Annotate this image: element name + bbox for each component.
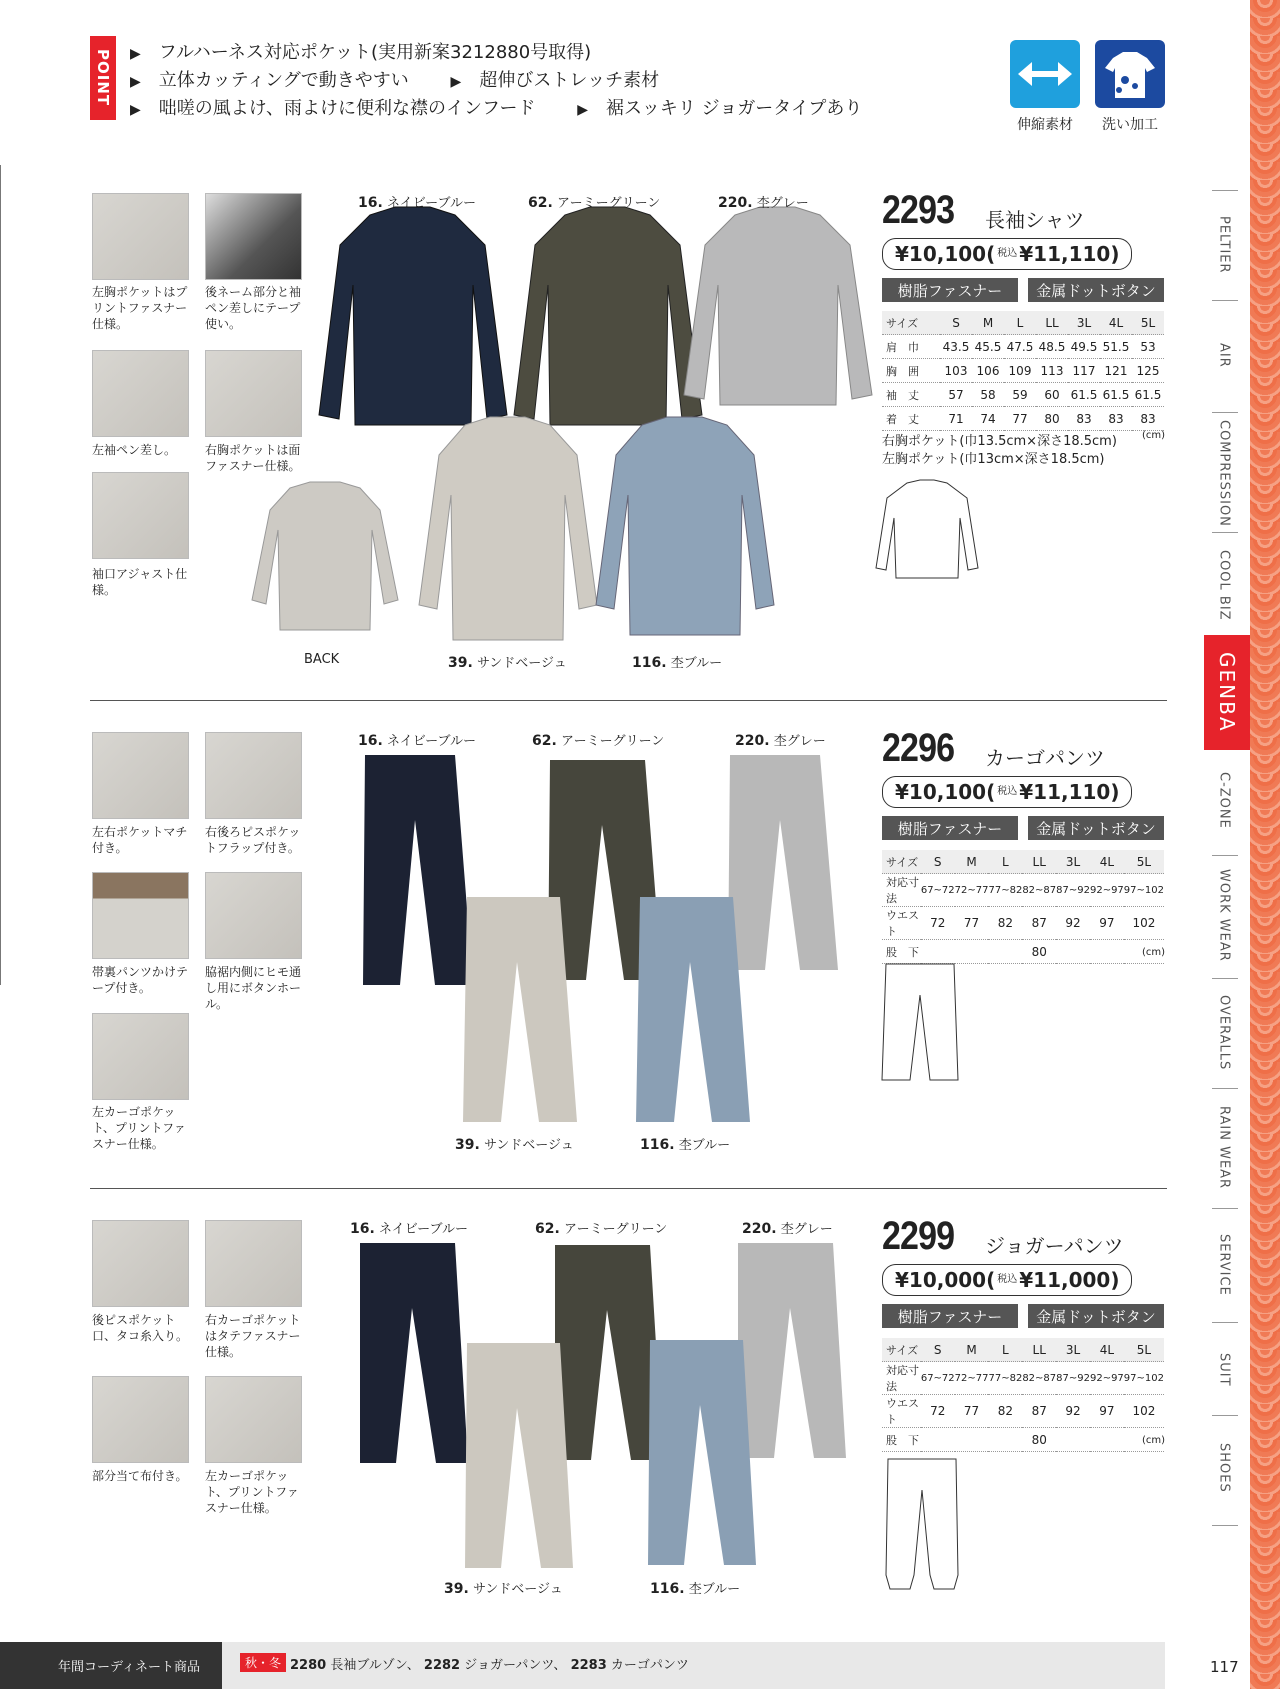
size-cell: 97 bbox=[1090, 1395, 1124, 1428]
price-with-tax: ¥11,110 bbox=[1019, 242, 1111, 266]
size-cell: 67~72 bbox=[921, 1362, 955, 1395]
detail-photo-waistband bbox=[92, 872, 189, 959]
size-cell: 肩 巾 bbox=[882, 335, 940, 359]
spec-tag: 樹脂ファスナー bbox=[882, 278, 1018, 302]
nav-item-work-wear[interactable]: WORK WEAR bbox=[1216, 868, 1232, 962]
size-cell: 106 bbox=[972, 359, 1004, 383]
size-cell: 72 bbox=[921, 1395, 955, 1428]
nav-separator bbox=[1212, 300, 1238, 301]
detail-caption: 帯裏パンツかけテープ付き。 bbox=[92, 965, 189, 995]
size-cell: 80 bbox=[1036, 407, 1068, 431]
point-line-2: ▶ 立体カッティングで動きやすい ▶ 超伸びストレッチ素材 bbox=[130, 70, 660, 91]
detail-photo-hem bbox=[205, 872, 302, 959]
color-label-navy bbox=[350, 1218, 468, 1237]
detail-caption: 部分当て布付き。 bbox=[92, 1469, 188, 1483]
size-cell: 92 bbox=[1056, 907, 1090, 940]
nav-separator bbox=[1212, 1525, 1238, 1526]
tax-label: 税込 bbox=[997, 786, 1018, 797]
color-name: アーミーグリーン bbox=[556, 196, 661, 211]
size-cell: ウエスト bbox=[882, 907, 921, 940]
size-cell: 87 bbox=[1022, 1395, 1056, 1428]
size-cell: 77 bbox=[1004, 407, 1036, 431]
detail-caption: 後ネーム部分と袖ペン差しにテープ使い。 bbox=[205, 285, 302, 331]
color-label-navy bbox=[358, 730, 476, 749]
point-text: 超伸びストレッチ素材 bbox=[479, 70, 660, 91]
section-divider bbox=[90, 700, 1167, 701]
nav-separator bbox=[1212, 190, 1238, 191]
detail-photo-back-pocket bbox=[92, 1220, 189, 1307]
size-cell: 58 bbox=[972, 383, 1004, 407]
detail-photo-chest-pocket bbox=[92, 193, 189, 280]
size-header-row bbox=[882, 311, 1164, 335]
size-row bbox=[882, 874, 1164, 907]
color-label-navy bbox=[358, 192, 476, 211]
spec-tag: 樹脂ファスナー bbox=[882, 816, 1018, 840]
size-header-row bbox=[882, 1338, 1164, 1362]
size-cell: 87~92 bbox=[1056, 874, 1090, 907]
color-number: 16. bbox=[350, 1221, 375, 1237]
season-badge: 秋・冬 bbox=[240, 1653, 286, 1672]
size-cell: 113 bbox=[1036, 359, 1068, 383]
size-row bbox=[882, 407, 1164, 431]
jogger-photo-sand bbox=[455, 1338, 580, 1573]
price-box: ¥10,100 ( 税込 ¥11,110 ) bbox=[882, 776, 1132, 808]
color-number: 220. bbox=[735, 733, 770, 749]
price-with-tax: ¥11,000 bbox=[1019, 1268, 1111, 1292]
stretch-arrows-icon bbox=[1010, 40, 1080, 108]
size-cell: 77~82 bbox=[988, 874, 1022, 907]
size-cell: L bbox=[1004, 311, 1036, 335]
size-cell: 47.5 bbox=[1004, 335, 1036, 359]
size-cell: 48.5 bbox=[1036, 335, 1068, 359]
size-cell bbox=[1090, 940, 1124, 964]
size-cell: 121 bbox=[1100, 359, 1132, 383]
nav-separator bbox=[1212, 1088, 1238, 1089]
tax-label: 税込 bbox=[997, 248, 1018, 259]
color-name: 杢グレー bbox=[780, 1222, 833, 1237]
size-cell: S bbox=[921, 850, 955, 874]
detail-caption: 右後ろピスポケットフラップ付き。 bbox=[205, 825, 301, 855]
size-cell: 59 bbox=[1004, 383, 1036, 407]
color-label-gray bbox=[718, 192, 809, 211]
size-cell: 92~97 bbox=[1090, 874, 1124, 907]
size-cell: 45.5 bbox=[972, 335, 1004, 359]
nav-item-cool-biz[interactable]: COOL BIZ bbox=[1216, 549, 1232, 621]
price-with-tax: ¥11,110 bbox=[1019, 780, 1111, 804]
size-cell: 80 bbox=[1022, 940, 1056, 964]
size-cell: サイズ bbox=[882, 850, 921, 874]
size-cell: 87~92 bbox=[1056, 1362, 1090, 1395]
product-name: ジョガーパンツ bbox=[985, 1234, 1124, 1258]
size-cell: ウエスト bbox=[882, 1395, 921, 1428]
detail-caption: 左胸ポケットはプリントファスナー仕様。 bbox=[92, 285, 188, 331]
pocket-note: 左胸ポケット(巾13cm×深さ18.5cm) bbox=[882, 452, 1105, 467]
nav-separator bbox=[1212, 1208, 1238, 1209]
color-name: サンドベージュ bbox=[476, 656, 567, 671]
size-cell: 71 bbox=[940, 407, 972, 431]
color-name: 杢ブルー bbox=[678, 1138, 731, 1153]
pocket-note: 右胸ポケット(巾13.5cm×深さ18.5cm) bbox=[882, 434, 1117, 449]
price: ¥10,100 bbox=[895, 242, 987, 266]
detail-caption: 後ピスポケット口、タコ糸入り。 bbox=[92, 1313, 189, 1343]
color-number: 116. bbox=[650, 1581, 685, 1597]
size-cell bbox=[921, 1428, 955, 1452]
size-cell: 102 bbox=[1124, 1395, 1164, 1428]
page-number: 117 bbox=[1210, 1658, 1239, 1676]
size-cell: M bbox=[972, 311, 1004, 335]
coordinate-item-name: 長袖ブルゾン、 bbox=[330, 1658, 420, 1673]
size-cell: 77 bbox=[955, 907, 989, 940]
size-cell: 92~97 bbox=[1090, 1362, 1124, 1395]
detail-caption: 左カーゴポケット、プリントファスナー仕様。 bbox=[205, 1469, 299, 1515]
detail-photo-back-pocket bbox=[205, 732, 302, 819]
size-cell: 83 bbox=[1132, 407, 1164, 431]
coordinate-item-number: 2283 bbox=[570, 1658, 607, 1673]
detail-caption: 左カーゴポケット、プリントファスナー仕様。 bbox=[92, 1105, 186, 1151]
size-cell: LL bbox=[1022, 1338, 1056, 1362]
section-divider bbox=[90, 1188, 1167, 1189]
size-cell: サイズ bbox=[882, 1338, 921, 1362]
detail-caption: 左右ポケットマチ付き。 bbox=[92, 825, 188, 855]
jogger-photo-blue bbox=[638, 1335, 763, 1570]
nav-item-air[interactable]: AIR bbox=[1216, 342, 1232, 368]
size-cell: 5L bbox=[1132, 311, 1164, 335]
size-cell bbox=[1056, 1428, 1090, 1452]
size-cell: 103 bbox=[940, 359, 972, 383]
shirt-flat-sketch bbox=[872, 478, 982, 583]
point-line-3: ▶ 咄嗟の風よけ、雨よけに便利な襟のインフード ▶ 裾スッキリ ジョガータイプあり bbox=[130, 98, 863, 119]
size-row bbox=[882, 359, 1164, 383]
size-cell: 61.5 bbox=[1100, 383, 1132, 407]
detail-photo-right-cargo bbox=[205, 1220, 302, 1307]
unit-label: (cm) bbox=[1142, 1435, 1166, 1446]
size-cell: M bbox=[955, 850, 989, 874]
color-name: 杢グレー bbox=[756, 196, 809, 211]
detail-photo-cargo-pocket bbox=[92, 1013, 189, 1100]
size-cell: 97 bbox=[1090, 907, 1124, 940]
price-box: ¥10,100 ( 税込 ¥11,110 ) bbox=[882, 238, 1132, 270]
color-label-gray bbox=[742, 1218, 833, 1237]
unit-label: (cm) bbox=[1142, 430, 1166, 441]
size-cell: 72 bbox=[921, 907, 955, 940]
size-cell bbox=[1056, 940, 1090, 964]
color-name: アーミーグリーン bbox=[563, 1222, 668, 1237]
size-cell: 3L bbox=[1056, 850, 1090, 874]
product-name: カーゴパンツ bbox=[985, 746, 1105, 770]
size-cell bbox=[988, 940, 1022, 964]
cargo-pants-flat-sketch bbox=[880, 960, 960, 1085]
size-cell: 3L bbox=[1068, 311, 1100, 335]
detail-photo-side-pocket bbox=[92, 732, 189, 819]
point-tag: POINT bbox=[90, 36, 116, 120]
feature-label: 伸縮素材 bbox=[1017, 117, 1073, 133]
color-label-sand bbox=[455, 1134, 574, 1153]
product-number: 2296 bbox=[882, 726, 955, 770]
shirt-back-photo bbox=[250, 480, 400, 640]
size-cell bbox=[1090, 1428, 1124, 1452]
size-cell: 74 bbox=[972, 407, 1004, 431]
shirt-photo-army bbox=[510, 205, 705, 430]
point-text: 咄嗟の風よけ、雨よけに便利な襟のインフード bbox=[158, 98, 536, 119]
size-table bbox=[882, 311, 1164, 431]
color-name: ネイビーブルー bbox=[378, 1222, 469, 1237]
size-row bbox=[882, 335, 1164, 359]
size-cell: 83 bbox=[1100, 407, 1132, 431]
point-text: 立体カッティングで動きやすい bbox=[158, 70, 409, 91]
nav-item-overalls[interactable]: OVERALLS bbox=[1216, 994, 1232, 1071]
nav-item-suit[interactable]: SUIT bbox=[1216, 1353, 1232, 1387]
color-name: サンドベージュ bbox=[472, 1582, 563, 1597]
color-number: 116. bbox=[632, 655, 667, 671]
size-table bbox=[882, 1338, 1164, 1452]
footer-title: 年間コーディネート商品 bbox=[58, 1660, 200, 1675]
left-rule bbox=[0, 165, 1, 985]
unit-label: (cm) bbox=[1142, 947, 1166, 958]
detail-caption: 左袖ペン差し。 bbox=[92, 443, 177, 457]
color-label-army bbox=[528, 192, 660, 211]
color-label-blue bbox=[632, 652, 722, 671]
size-cell: 対応寸法 bbox=[882, 1362, 921, 1395]
nav-item-compression[interactable]: COMPRESSION bbox=[1216, 419, 1232, 527]
spec-tag: 金属ドットボタン bbox=[1028, 1304, 1164, 1328]
color-label-sand bbox=[448, 652, 567, 671]
size-row bbox=[882, 907, 1164, 940]
tax-label: 税込 bbox=[997, 1274, 1018, 1285]
size-cell: LL bbox=[1036, 311, 1068, 335]
size-row bbox=[882, 1395, 1164, 1428]
shirt-photo-navy bbox=[315, 205, 510, 430]
coordinate-item-name: カーゴパンツ bbox=[610, 1658, 689, 1673]
point-text: 裾スッキリ ジョガータイプあり bbox=[606, 98, 863, 119]
price-box: ¥10,000 ( 税込 ¥11,000 ) bbox=[882, 1264, 1132, 1296]
size-header-row bbox=[882, 850, 1164, 874]
size-cell: 97~102 bbox=[1124, 874, 1164, 907]
size-cell: 67~72 bbox=[921, 874, 955, 907]
size-cell: S bbox=[921, 1338, 955, 1362]
shirt-photo-blue bbox=[592, 415, 777, 640]
nav-separator bbox=[1212, 1322, 1238, 1323]
color-number: 62. bbox=[532, 733, 557, 749]
shirt-photo-gray bbox=[680, 205, 875, 410]
size-cell: 4L bbox=[1090, 850, 1124, 874]
size-row bbox=[882, 1362, 1164, 1395]
nav-item-service[interactable]: SERVICE bbox=[1216, 1234, 1232, 1296]
size-cell: 5L bbox=[1124, 1338, 1164, 1362]
detail-photo-patch bbox=[92, 1376, 189, 1463]
size-cell: 対応寸法 bbox=[882, 874, 921, 907]
nav-separator bbox=[1212, 855, 1238, 856]
size-cell: 股 下 bbox=[882, 940, 921, 964]
size-cell: S bbox=[940, 311, 972, 335]
point-line-1: ▶ フルハーネス対応ポケット(実用新案3212880号取得) bbox=[130, 42, 592, 63]
color-name: アーミーグリーン bbox=[560, 734, 665, 749]
size-cell bbox=[988, 1428, 1022, 1452]
size-cell: 60 bbox=[1036, 383, 1068, 407]
price: ¥10,000 bbox=[895, 1268, 987, 1292]
point-text: フルハーネス対応ポケット(実用新案3212880号取得) bbox=[158, 42, 592, 63]
color-label-blue bbox=[650, 1578, 740, 1597]
size-cell: 胸 囲 bbox=[882, 359, 940, 383]
feature-label: 洗い加工 bbox=[1102, 117, 1158, 133]
size-cell: 82~87 bbox=[1022, 874, 1056, 907]
size-cell: 72~77 bbox=[955, 874, 989, 907]
pants-photo-blue bbox=[628, 892, 753, 1127]
color-label-gray bbox=[735, 730, 826, 749]
spec-tag: 金属ドットボタン bbox=[1028, 278, 1164, 302]
size-cell: 着 丈 bbox=[882, 407, 940, 431]
size-cell: 80 bbox=[1022, 1428, 1056, 1452]
color-name: ネイビーブルー bbox=[386, 196, 477, 211]
color-number: 16. bbox=[358, 195, 383, 211]
color-number: 39. bbox=[455, 1137, 480, 1153]
spec-tag: 金属ドットボタン bbox=[1028, 816, 1164, 840]
jogger-pants-flat-sketch bbox=[882, 1455, 962, 1595]
size-table bbox=[882, 850, 1164, 964]
size-cell: 61.5 bbox=[1132, 383, 1164, 407]
size-cell: 97~102 bbox=[1124, 1362, 1164, 1395]
decorative-wave-strip bbox=[1250, 0, 1280, 1689]
size-row bbox=[882, 383, 1164, 407]
size-cell: 49.5 bbox=[1068, 335, 1100, 359]
color-number: 220. bbox=[718, 195, 753, 211]
size-cell: サイズ bbox=[882, 311, 940, 335]
size-cell: L bbox=[988, 1338, 1022, 1362]
detail-photo-back-name bbox=[205, 193, 302, 280]
size-cell: 82 bbox=[988, 907, 1022, 940]
color-number: 220. bbox=[742, 1221, 777, 1237]
product-number: 2299 bbox=[882, 1214, 955, 1258]
spec-tag: 樹脂ファスナー bbox=[882, 1304, 1018, 1328]
nav-separator bbox=[1212, 978, 1238, 979]
color-number: 116. bbox=[640, 1137, 675, 1153]
size-cell: M bbox=[955, 1338, 989, 1362]
color-name: サンドベージュ bbox=[483, 1138, 574, 1153]
detail-photo-right-pocket bbox=[205, 350, 302, 437]
size-cell: 125 bbox=[1132, 359, 1164, 383]
color-name: 杢グレー bbox=[773, 734, 826, 749]
size-cell: L bbox=[988, 850, 1022, 874]
color-number: 39. bbox=[448, 655, 473, 671]
coordinate-item-name: ジョガーパンツ、 bbox=[464, 1658, 567, 1673]
size-cell: 109 bbox=[1004, 359, 1036, 383]
size-cell: 83 bbox=[1068, 407, 1100, 431]
size-cell: 53 bbox=[1132, 335, 1164, 359]
coordinate-item-number: 2280 bbox=[290, 1658, 327, 1673]
size-cell: 87 bbox=[1022, 907, 1056, 940]
nav-item-peltier[interactable]: PELTIER bbox=[1216, 216, 1232, 274]
color-number: 62. bbox=[528, 195, 553, 211]
size-cell: 61.5 bbox=[1068, 383, 1100, 407]
size-cell bbox=[955, 1428, 989, 1452]
size-cell: 82 bbox=[988, 1395, 1022, 1428]
detail-photo-sleeve-pen bbox=[92, 350, 189, 437]
size-cell: 4L bbox=[1100, 311, 1132, 335]
nav-item-rain-wear[interactable]: RAIN WEAR bbox=[1216, 1105, 1232, 1190]
coordinate-item-number: 2282 bbox=[423, 1658, 461, 1673]
color-name: ネイビーブルー bbox=[386, 734, 477, 749]
back-label: BACK bbox=[304, 652, 340, 667]
nav-item-genba[interactable]: GENBA bbox=[1204, 635, 1250, 750]
size-cell: 51.5 bbox=[1100, 335, 1132, 359]
size-cell: 5L bbox=[1124, 850, 1164, 874]
size-cell: 3L bbox=[1056, 1338, 1090, 1362]
nav-item-shoes[interactable]: SHOES bbox=[1216, 1442, 1232, 1493]
color-number: 39. bbox=[444, 1581, 469, 1597]
product-number: 2293 bbox=[882, 188, 955, 232]
color-number: 62. bbox=[535, 1221, 560, 1237]
detail-caption: 袖口アジャスト仕様。 bbox=[92, 567, 188, 597]
size-cell: 82~87 bbox=[1022, 1362, 1056, 1395]
color-label-army bbox=[532, 730, 664, 749]
size-cell: 77~82 bbox=[988, 1362, 1022, 1395]
size-cell: LL bbox=[1022, 850, 1056, 874]
size-cell: 77 bbox=[955, 1395, 989, 1428]
price: ¥10,100 bbox=[895, 780, 987, 804]
size-cell: 72~77 bbox=[955, 1362, 989, 1395]
detail-photo-left-cargo bbox=[205, 1376, 302, 1463]
size-cell: 股 下 bbox=[882, 1428, 921, 1452]
detail-photo-cuff bbox=[92, 472, 189, 559]
pants-photo-sand bbox=[455, 892, 580, 1127]
product-name: 長袖シャツ bbox=[985, 208, 1085, 232]
color-name: 杢ブルー bbox=[670, 656, 723, 671]
size-row bbox=[882, 1428, 1164, 1452]
size-cell: 4L bbox=[1090, 1338, 1124, 1362]
detail-caption: 右カーゴポケットはタテファスナー仕様。 bbox=[205, 1313, 301, 1359]
detail-caption: 脇裾内側にヒモ通し用にボタンホール。 bbox=[205, 965, 302, 1011]
color-number: 16. bbox=[358, 733, 383, 749]
detail-caption: 右胸ポケットは面ファスナー仕様。 bbox=[205, 443, 301, 473]
size-cell: 43.5 bbox=[940, 335, 972, 359]
size-cell: 袖 丈 bbox=[882, 383, 940, 407]
size-cell: 117 bbox=[1068, 359, 1100, 383]
nav-item-c-zone[interactable]: C-ZONE bbox=[1216, 771, 1232, 829]
washable-shirt-icon bbox=[1095, 40, 1165, 108]
color-label-blue bbox=[640, 1134, 730, 1153]
nav-separator bbox=[1212, 412, 1238, 413]
color-name: 杢ブルー bbox=[688, 1582, 741, 1597]
size-cell: 102 bbox=[1124, 907, 1164, 940]
coordinate-items bbox=[290, 1654, 689, 1673]
color-label-army bbox=[535, 1218, 667, 1237]
nav-separator bbox=[1212, 532, 1238, 533]
color-label-sand bbox=[444, 1578, 563, 1597]
nav-separator bbox=[1212, 1415, 1238, 1416]
shirt-photo-sand bbox=[415, 415, 600, 645]
size-cell: 57 bbox=[940, 383, 972, 407]
size-cell: 92 bbox=[1056, 1395, 1090, 1428]
